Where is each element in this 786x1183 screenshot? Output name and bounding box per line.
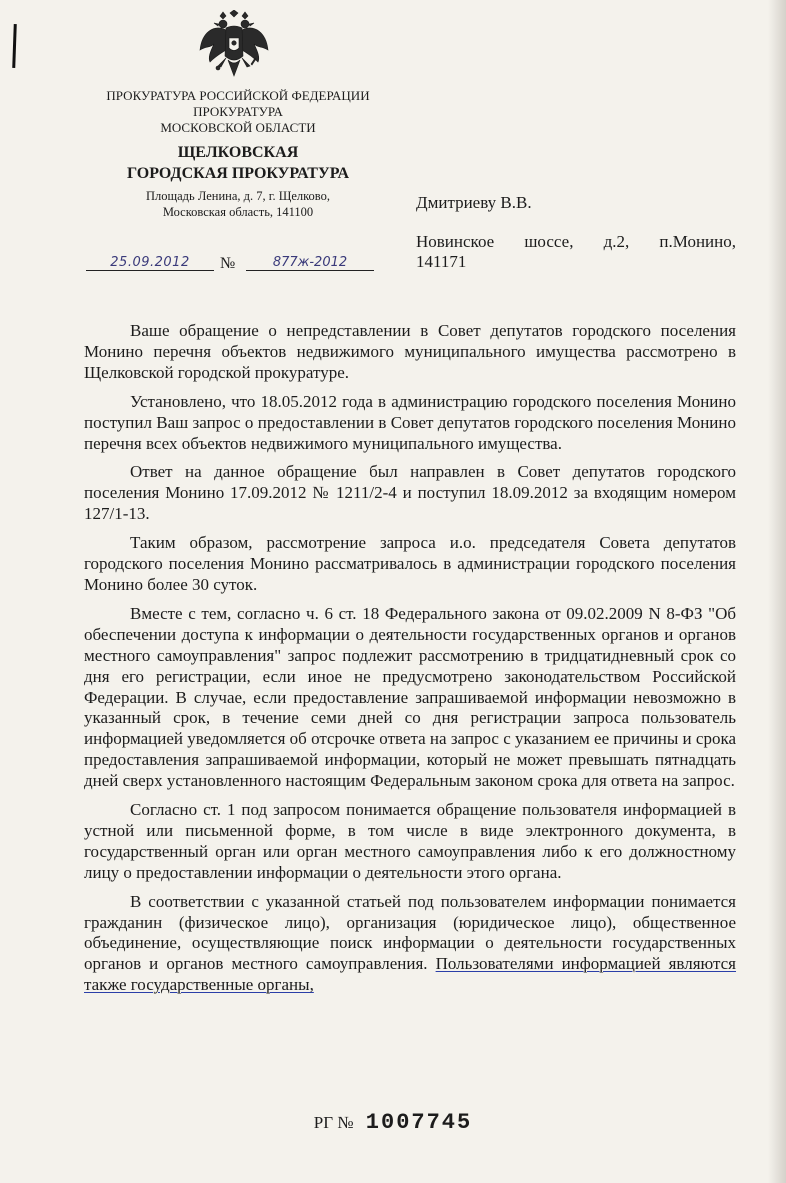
paragraph-1: Ваше обращение о непредставлении в Совет депутатов городского поселения Монино перечня объектов недвижимого муниципального имущества рассмотрено в Щелковской городской прокуратуре. [84, 321, 736, 382]
margin-pen-mark [12, 24, 17, 68]
series-number: 1007745 [365, 1110, 473, 1135]
form-series-footer [0, 1110, 786, 1135]
double-headed-eagle-emblem-icon [196, 10, 272, 88]
paragraph-6: Согласно ст. 1 под запросом понимается обращение пользователя информацией в устной или письменной форме, в том числе в виде электронного документа, в государственный орган или орган местного самоуправления либо к его должностному лицу о предоставлении информации о деятельности этого органа. [84, 800, 736, 882]
header-line-federation: ПРОКУРАТУРА РОССИЙСКОЙ ФЕДЕРАЦИИ [106, 88, 370, 103]
number-sign: № [220, 255, 236, 272]
paragraph-4: Таким образом, рассмотрение запроса и.о. председателя Совета депутатов городского поселения Монино рассматривалось в администрации городского поселения Монино более 30 суток. [84, 533, 736, 594]
outgoing-number: 877ж-2012 [246, 255, 374, 271]
office-name-line2: ГОРОДСКАЯ ПРОКУРАТУРА [127, 165, 349, 182]
recipient-address-line2: 141171 [416, 252, 467, 271]
paragraph-2: Установлено, что 18.05.2012 года в администрацию городского поселения Монино поступил Ваш запрос о предоставлении в Совет депутатов городского поселения Монино перечня всех объектов недвижимого муниципального имущества. [84, 391, 736, 453]
paragraph-7-underlined: Пользователями информацией являются также государственные органы, [84, 954, 737, 995]
outgoing-date: 25.09.2012 [86, 255, 214, 271]
paragraph-5: Вместе с тем, согласно ч. 6 ст. 18 Федерального закона от 09.02.2009 N 8-ФЗ "Об обеспечении доступа к информации о деятельности государственных органов и органов местного самоуправления" запрос подлежит рассмотрению в тридцатидневный срок со дня его регистрации, если иное не предусмотрено законодательством Российской Федерации. В случае, если предоставление запрашиваемой информации невозможно в указанный срок, в течение семи дней со дня регистрации запроса пользователь информацией уведомляется об отсрочке ответа на запрос с указанием ее причины и срока предоставления запрашиваемой информации, который не может превышать пятнадцать дней сверх установленного настоящим Федеральным законом срока для ответа на запрос. [84, 603, 736, 791]
letter-body [84, 321, 736, 1001]
outgoing-reference [86, 255, 376, 275]
office-address-line2: Московская область, 141100 [162, 205, 314, 219]
recipient-address-line1: Новинское шоссе, д.2, п.Монино, [416, 232, 736, 251]
recipient-block [416, 193, 736, 272]
series-label: РГ № [313, 1113, 354, 1132]
office-name-line1: ЩЕЛКОВСКАЯ [177, 144, 299, 161]
recipient-name: Дмитриеву В.В. [416, 193, 532, 212]
office-address-line1: Площадь Ленина, д. 7, г. Щелково, [145, 189, 331, 203]
paragraph-7-text: В соответствии с указанной статьей под пользователем информации понимается гражданин (физическое лицо), организация (юридическое лицо), общественное объединение, осуществляющие поиск информации о деятельности государственных органов и органов местного самоуправления. [84, 891, 736, 974]
paragraph-3: Ответ на данное обращение был направлен в Совет депутатов городского поселения Монино 17.09.2012 № 1211/2-4 и поступил 18.09.2012 за входящим номером 127/1-13. [84, 462, 736, 524]
header-line-region: МОСКОВСКОЙ ОБЛАСТИ [160, 120, 316, 135]
paragraph-7 [84, 892, 736, 997]
header-line-prosecutor: ПРОКУРАТУРА [193, 104, 283, 119]
prosecutor-office-header [88, 88, 388, 220]
